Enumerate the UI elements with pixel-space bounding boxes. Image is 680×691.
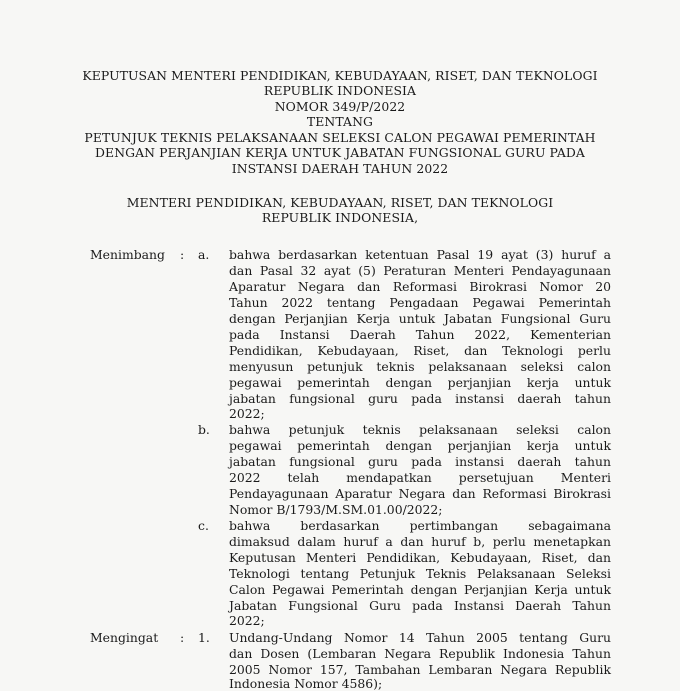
menimbang-b-line6: Nomor B/1793/M.SM.01.00/2022; — [229, 502, 443, 517]
menimbang-marker-a: a. — [198, 247, 210, 262]
menimbang-b-line5: Pendayagunaan Aparatur Negara dan Reformasi Birokrasi — [229, 486, 611, 501]
decree-title-line3: INSTANSI DAERAH TAHUN 2022 — [231, 161, 449, 176]
menimbang-a-line2: dan Pasal 32 ayat (5) Peraturan Menteri Pendayagunaan — [229, 263, 611, 278]
menimbang-a-line4: Tahun 2022 tentang Pengadaan Pegawai Pemerintah — [229, 295, 611, 310]
menimbang-c-line7: 2022; — [229, 613, 265, 628]
menimbang-b-line1: bahwa petunjuk teknis pelaksanaan seleksi calon — [229, 422, 611, 437]
menimbang-b-line3: jabatan fungsional guru pada instansi daerah tahun — [229, 454, 611, 469]
menimbang-c-line1: bahwa berdasarkan pertimbangan sebagaimana — [229, 518, 611, 533]
menimbang-marker-c: c. — [198, 518, 209, 533]
menimbang-c-line3: Keputusan Menteri Pendidikan, Kebudayaan, Riset, dan — [229, 550, 611, 565]
menimbang-a-line11: 2022; — [229, 406, 265, 421]
menimbang-colon: : — [180, 247, 185, 262]
menimbang-a-line8: menyusun petunjuk teknis pelaksanaan seleksi calon — [229, 359, 611, 374]
minister-line2: REPUBLIK INDONESIA, — [261, 210, 419, 225]
menimbang-b-line4: 2022 telah mendapatkan persetujuan Menteri — [229, 470, 611, 485]
menimbang-c-line4: Teknologi tentang Petunjuk Teknis Pelaksanaan Seleksi — [229, 566, 611, 581]
menimbang-a-line9: pegawai pemerintah dengan perjanjian kerja untuk — [229, 375, 611, 390]
mengingat-1-line2: dan Dosen (Lembaran Negara Republik Indonesia Tahun — [229, 646, 611, 661]
minister-line1: MENTERI PENDIDIKAN, KEBUDAYAAN, RISET, DAN TEKNOLOGI — [126, 195, 554, 210]
menimbang-a-line6: pada Instansi Daerah Tahun 2022, Kementerian — [229, 327, 611, 342]
menimbang-marker-b: b. — [198, 422, 210, 437]
menimbang-a-line10: jabatan fungsional guru pada instansi daerah tahun — [229, 391, 611, 406]
mengingat-label: Mengingat — [90, 630, 159, 645]
decree-heading: KEPUTUSAN MENTERI PENDIDIKAN, KEBUDAYAAN, RISET, DAN TEKNOLOGI — [82, 68, 598, 83]
menimbang-c-line5: Calon Pegawai Pemerintah dengan Perjanjian Kerja untuk — [229, 582, 611, 597]
mengingat-1-line3: 2005 Nomor 157, Tambahan Lembaran Negara Republik — [229, 662, 611, 677]
menimbang-a-line3: Aparatur Negara dan Reformasi Birokrasi Nomor 20 — [229, 279, 611, 294]
mengingat-1-line1: Undang-Undang Nomor 14 Tahun 2005 tentang Guru — [229, 630, 611, 645]
menimbang-a-line5: dengan Perjanjian Kerja untuk Jabatan Fungsional Guru — [229, 311, 611, 326]
menimbang-c-line2: dimaksud dalam huruf a dan huruf b, perlu menetapkan — [229, 534, 611, 549]
menimbang-a-line1: bahwa berdasarkan ketentuan Pasal 19 ayat (3) huruf a — [229, 247, 611, 262]
menimbang-b-line2: pegawai pemerintah dengan perjanjian kerja untuk — [229, 438, 611, 453]
mengingat-marker-1: 1. — [198, 630, 210, 645]
menimbang-c-line6: Jabatan Fungsional Guru pada Instansi Daerah Tahun — [229, 598, 611, 613]
decree-title-line2: DENGAN PERJANJIAN KERJA UNTUK JABATAN FUNGSIONAL GURU PADA — [95, 145, 585, 160]
mengingat-1-line4: Indonesia Nomor 4586); — [229, 676, 383, 691]
decree-number: NOMOR 349/P/2022 — [274, 99, 406, 114]
decree-country: REPUBLIK INDONESIA — [263, 83, 417, 98]
menimbang-a-line7: Pendidikan, Kebudayaan, Riset, dan Teknologi perlu — [229, 343, 611, 358]
decree-title-line1: PETUNJUK TEKNIS PELAKSANAAN SELEKSI CALON PEGAWAI PEMERINTAH — [84, 130, 596, 145]
mengingat-colon: : — [180, 630, 185, 645]
menimbang-label: Menimbang — [90, 247, 165, 262]
decree-about: TENTANG — [306, 114, 374, 129]
